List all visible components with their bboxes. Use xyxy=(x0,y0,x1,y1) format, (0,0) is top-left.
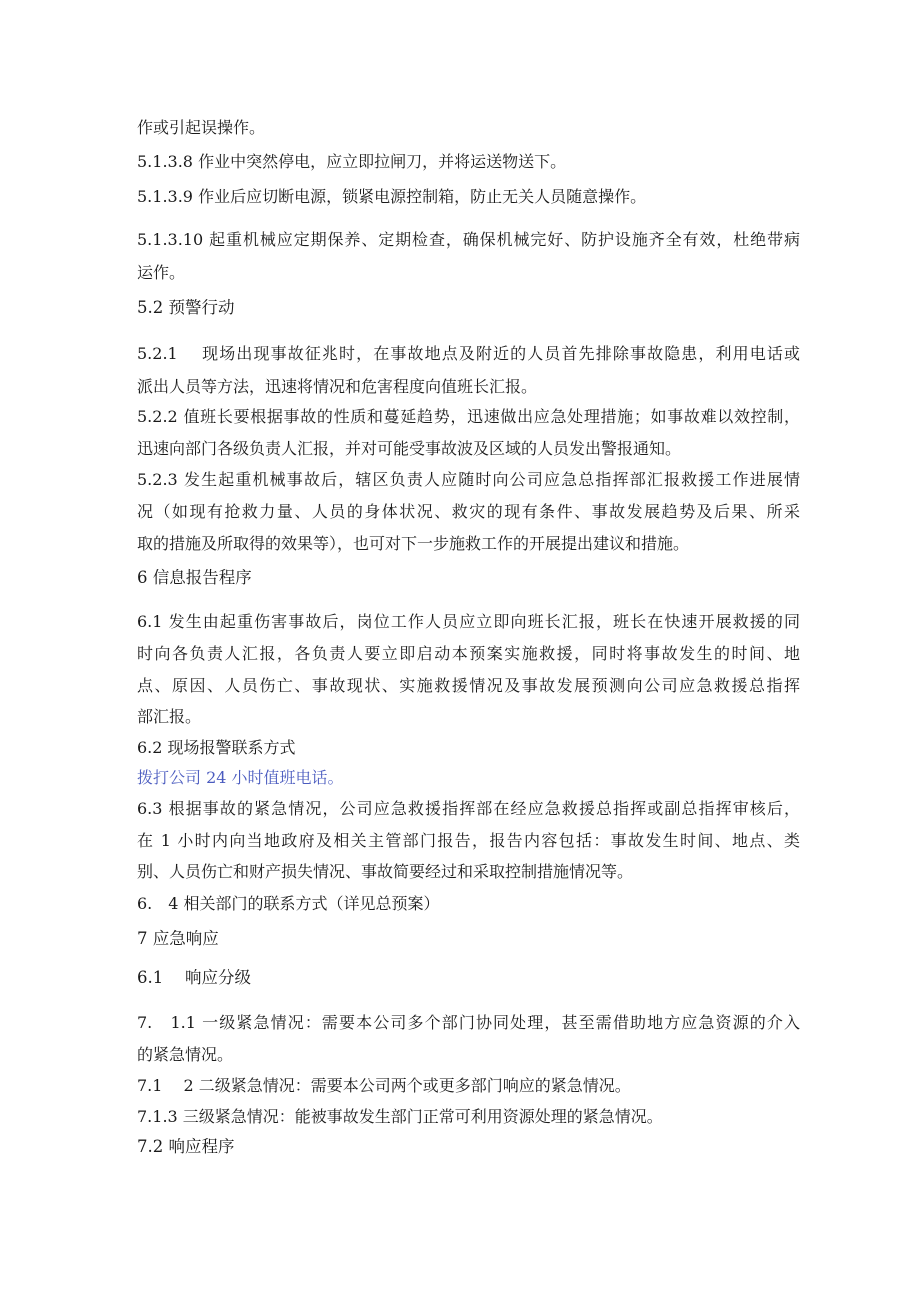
section-heading: 6 信息报告程序 xyxy=(137,568,252,587)
text-line: 5.1.3.10 起重机械应定期保养、定期检查，确保机械完好、防护设施齐全有效，杜绝带病 xyxy=(137,230,800,249)
section-heading: 5.2 预警行动 xyxy=(137,298,235,317)
text-line: 6.2 现场报警联系方式 xyxy=(137,738,296,757)
text-line: 运作。 xyxy=(137,263,186,282)
text-line: 6.1 发生由起重伤害事故后，岗位工作人员应立即向班长汇报，班长在快速开展救援的同 xyxy=(137,612,800,631)
text-line: 的紧急情况。 xyxy=(137,1045,234,1064)
text-line: 5.2.1 现场出现事故征兆时，在事故地点及附近的人员首先排除事故隐患，利用电话或 xyxy=(137,344,800,363)
text-line: 6.3 根据事故的紧急情况，公司应急救援指挥部在经应急救援总指挥或副总指挥审核后， xyxy=(137,799,800,818)
text-line: 7. 1.1 一级紧急情况：需要本公司多个部门协同处理，甚至需借助地方应急资源的介入 xyxy=(137,1013,800,1032)
text-line: 迅速向部门各级负责人汇报，并对可能受事故波及区域的人员发出警报通知。 xyxy=(137,439,682,458)
text-line: 点、原因、人员伤亡、事故现状、实施救援情况及事故发展预测向公司应急救援总指挥 xyxy=(137,676,800,695)
phone-link[interactable]: 拨打公司 24 小时值班电话。 xyxy=(137,768,344,787)
text-line: 7.1.3 三级紧急情况：能被事故发生部门正常可利用资源处理的紧急情况。 xyxy=(137,1107,663,1126)
text-line: 况（如现有抢救力量、人员的身体状况、救灾的现有条件、事故发展趋势及后果、所采 xyxy=(137,502,800,521)
text-line: 5.1.3.9 作业后应切断电源，锁紧电源控制箱，防止无关人员随意操作。 xyxy=(137,187,647,206)
section-heading: 7 应急响应 xyxy=(137,929,219,948)
text-line: 7.1 2 二级紧急情况：需要本公司两个或更多部门响应的紧急情况。 xyxy=(137,1076,631,1095)
text-line: 部汇报。 xyxy=(137,707,202,726)
section-heading: 7.2 响应程序 xyxy=(137,1137,235,1156)
text-line: 5.2.2 值班长要根据事故的性质和蔓延趋势，迅速做出应急处理措施；如事故难以效控制， xyxy=(137,407,800,426)
section-heading: 6.1 响应分级 xyxy=(137,968,251,987)
text-line: 6. 4 相关部门的联系方式（详见总预案） xyxy=(137,894,440,913)
text-line: 5.2.3 发生起重机械事故后，辖区负责人应随时向公司应急总指挥部汇报救援工作进展情 xyxy=(137,470,800,489)
text-line: 别、人员伤亡和财产损失情况、事故简要经过和采取控制措施情况等。 xyxy=(137,862,634,881)
text-line: 在 1 小时内向当地政府及相关主管部门报告，报告内容包括：事故发生时间、地点、类 xyxy=(137,831,800,850)
text-line: 5.1.3.8 作业中突然停电，应立即拉闸刀，并将运送物送下。 xyxy=(137,152,567,171)
text-line: 时向各负责人汇报，各负责人要立即启动本预案实施救援，同时将事故发生的时间、地 xyxy=(137,644,800,663)
text-line: 派出人员等方法，迅速将情况和危害程度向值班长汇报。 xyxy=(137,377,538,396)
text-line: 取的措施及所取得的效果等），也可对下一步施救工作的开展提出建议和措施。 xyxy=(137,534,690,553)
text-line: 作或引起误操作。 xyxy=(137,118,266,137)
